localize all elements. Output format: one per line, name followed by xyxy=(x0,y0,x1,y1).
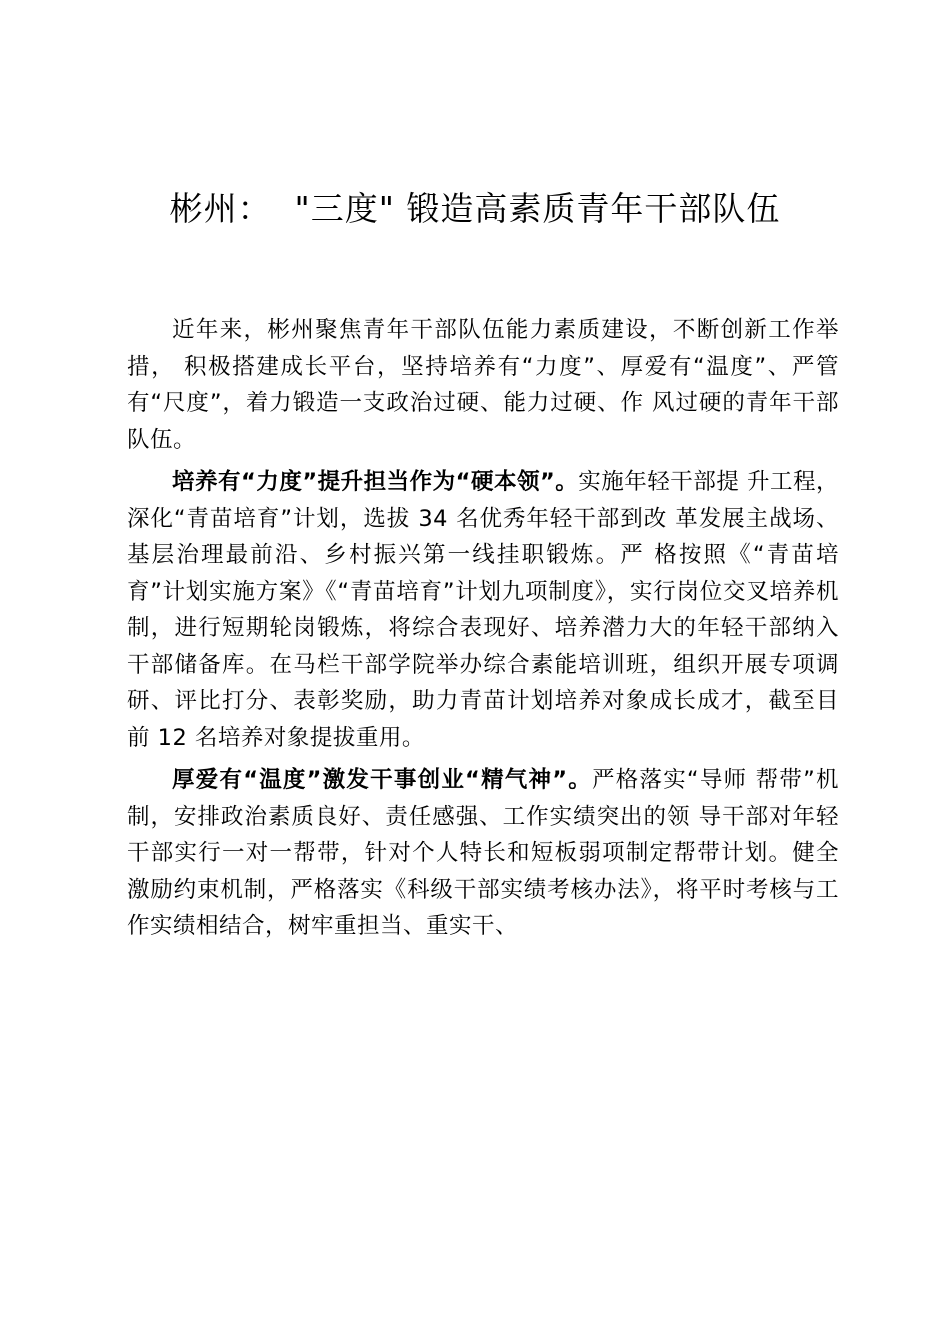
paragraph-care xyxy=(127,762,839,945)
paragraph-lead: 培养有“力度”提升担当作为“硬本领”。 xyxy=(172,469,579,495)
paragraph-text: 严格落实“导师 帮带”机制，安排政治素质良好、责任感强、工作实绩突出的领 导干部对年轻干部实行一对一帮带，针对个人特长和短板弱项制定帮带计划。健全激励约束机制，严格落实《科级干部实绩考核办法》，将平时考核与工作实绩相结合，树牢重担当、重实干、 xyxy=(127,767,840,939)
document-body xyxy=(127,312,839,951)
paragraph-text: 近年来，彬州聚焦青年干部队伍能力素质建设，不断创新工作举措， 积极搭建成长平台，坚持培养有“力度”、厚爱有“温度”、严管有“尺度”，着力锻造一支政治过硬、能力过硬、作 风过硬的青年干部队伍。 xyxy=(127,317,839,453)
paragraph-lead: 厚爱有“温度”激发干事创业“精气神”。 xyxy=(172,767,593,793)
paragraph-text: 实施年轻干部提 升工程， 深化“青苗培育”计划，选拔 34 名优秀年轻干部到改 革发展主战场、基层治理最前沿、乡村振兴第一线挂职锻炼。严 格按照《“青苗培育”计划实施方案》《“青苗培育”计划九项制度》，实行岗位交叉培养机制，进行短期轮岗锻炼，将综合表现好、培养潜力大的年轻干部纳入干部储备库。在马栏干部学院举办综合素能培训班，组织开展专项调研、评比打分、表彰奖励，助力青苗计划培养对象成长成才，截至目前 12 名培养对象提拔重用。 xyxy=(127,469,840,751)
paragraph-cultivation xyxy=(127,464,839,756)
paragraph-intro xyxy=(127,312,839,458)
document-title: 彬州： "三度" 锻造高素质青年干部队伍 xyxy=(169,189,781,228)
